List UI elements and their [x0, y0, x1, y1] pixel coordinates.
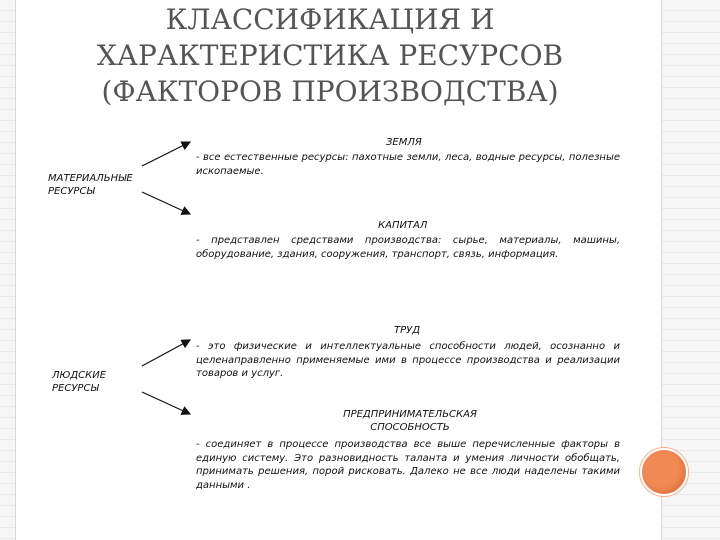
entrepreneurship-heading-line-1: ПРЕДПРИНИМАТЕЛЬСКАЯ	[343, 409, 477, 420]
entrepreneurship-heading	[330, 408, 490, 434]
title-line-2: ХАРАКТЕРИСТИКА РЕСУРСОВ	[96, 39, 564, 72]
labor-heading: ТРУД	[394, 325, 421, 336]
entrepreneurship-description: - соединяет в процессе производства все выше перечисленные факторы в единую систему. Это разновидность таланта и умения личности обобщать, принимать решения, порой рисковать. Далеко не все люди наделены такими данными .	[196, 439, 620, 491]
material-label-line-1: МАТЕРИАЛЬНЫЕ	[48, 173, 133, 184]
arrow-human-to-labor	[142, 340, 190, 366]
land-heading: ЗЕМЛЯ	[386, 137, 422, 148]
human-label-line-1: ЛЮДСКИЕ	[52, 370, 107, 381]
title-line-3: (ФАКТОРОВ ПРОИЗВОДСТВА)	[101, 75, 559, 108]
arrow-material-to-land	[142, 142, 190, 166]
labor-description: - это физические и интеллектуальные способности людей, осознанно и целенаправленно применяемые ими в процессе производства и реализации товаров и услуг.	[196, 341, 620, 379]
title-line-1: КЛАССИФИКАЦИЯ И	[165, 3, 495, 36]
capital-description: - представлен средствами производства: сырье, материалы, машины, оборудование, здания, сооружения, транспорт, связь, информация.	[196, 235, 620, 260]
land-description: - все естественные ресурсы: пахотные земли, леса, водные ресурсы, полезные ископаемые.	[196, 152, 620, 177]
material-label-line-2: РЕСУРСЫ	[48, 186, 95, 197]
decorative-orange-circle	[640, 448, 688, 496]
arrow-material-to-capital	[142, 192, 190, 214]
capital-heading: КАПИТАЛ	[378, 220, 428, 231]
human-label-line-2: РЕСУРСЫ	[52, 383, 99, 394]
arrow-human-to-entrepreneurship	[142, 392, 190, 414]
entrepreneurship-heading-line-2: СПОСОБНОСТЬ	[370, 422, 450, 433]
